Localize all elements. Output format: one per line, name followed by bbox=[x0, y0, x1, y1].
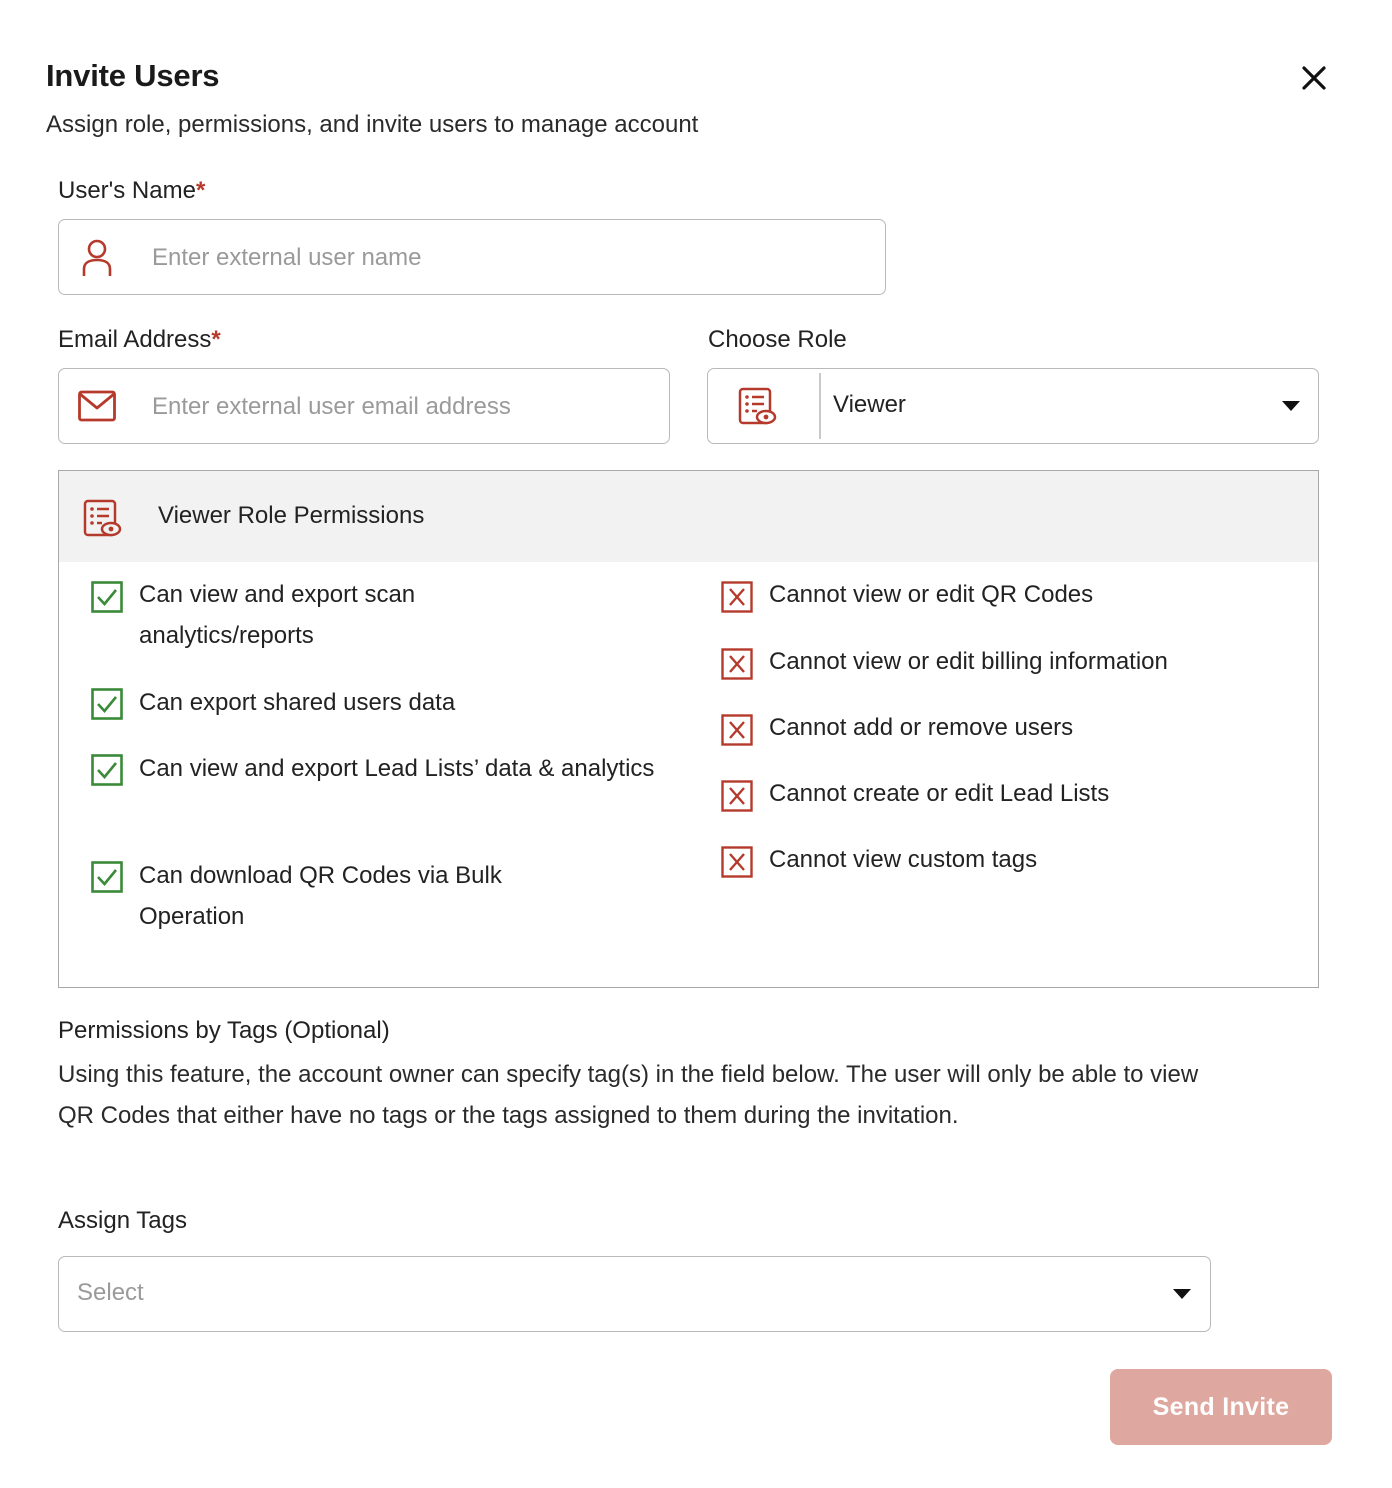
email-field[interactable] bbox=[58, 368, 670, 444]
user-name-label-text: User's Name bbox=[58, 177, 196, 204]
check-icon bbox=[91, 754, 123, 786]
allowed-permission-item: Can download QR Codes via Bulk Operation bbox=[139, 862, 502, 930]
required-mark: * bbox=[211, 326, 221, 353]
denied-permission-item: Cannot view or edit QR Codes bbox=[769, 581, 1094, 608]
send-invite-button[interactable]: Send Invite bbox=[1110, 1369, 1332, 1445]
close-button[interactable] bbox=[1294, 58, 1334, 98]
allowed-permission-item: Can view and export scan analytics/reports bbox=[139, 581, 416, 649]
chevron-down-icon bbox=[1173, 1289, 1191, 1299]
permissions-header bbox=[59, 471, 1318, 562]
x-icon bbox=[721, 846, 753, 878]
allowed-permission-item: Can export shared users data bbox=[139, 689, 456, 716]
denied-permission-item: Cannot add or remove users bbox=[769, 714, 1074, 741]
assign-tags-select[interactable] bbox=[58, 1256, 1211, 1332]
x-icon bbox=[721, 581, 753, 613]
denied-permission-item: Cannot create or edit Lead Lists bbox=[769, 780, 1110, 807]
check-icon bbox=[91, 581, 123, 613]
role-selected-value: Viewer bbox=[833, 391, 906, 418]
permissions-panel bbox=[58, 470, 1319, 988]
mail-icon bbox=[77, 389, 117, 423]
email-label-text: Email Address bbox=[58, 326, 212, 353]
x-icon bbox=[721, 648, 753, 680]
user-name-field[interactable] bbox=[58, 219, 886, 295]
x-icon bbox=[721, 714, 753, 746]
email-input[interactable] bbox=[152, 391, 652, 423]
assign-tags-label: Assign Tags bbox=[58, 1207, 187, 1234]
user-name-input[interactable] bbox=[152, 242, 852, 274]
user-name-label bbox=[58, 177, 205, 205]
role-list-eye-icon bbox=[738, 387, 778, 427]
required-mark: * bbox=[195, 177, 206, 204]
x-icon bbox=[721, 780, 753, 812]
allowed-permission-item: Can view and export Lead Lists’ data & analytics bbox=[139, 755, 655, 782]
user-icon bbox=[79, 238, 115, 278]
role-list-eye-icon bbox=[83, 499, 123, 539]
dialog-title: Invite Users bbox=[46, 58, 220, 93]
choose-role-label: Choose Role bbox=[708, 326, 847, 353]
chevron-down-icon bbox=[1282, 401, 1300, 411]
role-select[interactable] bbox=[707, 368, 1319, 444]
close-icon bbox=[1294, 58, 1334, 98]
tags-section-title: Permissions by Tags (Optional) bbox=[58, 1017, 390, 1044]
role-divider bbox=[819, 373, 821, 439]
permissions-title: Viewer Role Permissions bbox=[158, 502, 425, 529]
denied-permission-item: Cannot view custom tags bbox=[769, 846, 1038, 873]
check-icon bbox=[91, 688, 123, 720]
denied-permission-item: Cannot view or edit billing information bbox=[769, 648, 1168, 675]
tags-section-description: Using this feature, the account owner can specify tag(s) in the field below. The user will only be able to view QR Codes that either have no tags or the tags assigned to them during the invitation. bbox=[58, 1061, 1199, 1129]
email-label bbox=[58, 326, 221, 354]
check-icon bbox=[91, 861, 123, 893]
dialog-subtitle: Assign role, permissions, and invite users to manage account bbox=[46, 111, 699, 138]
assign-tags-placeholder: Select bbox=[77, 1279, 144, 1306]
